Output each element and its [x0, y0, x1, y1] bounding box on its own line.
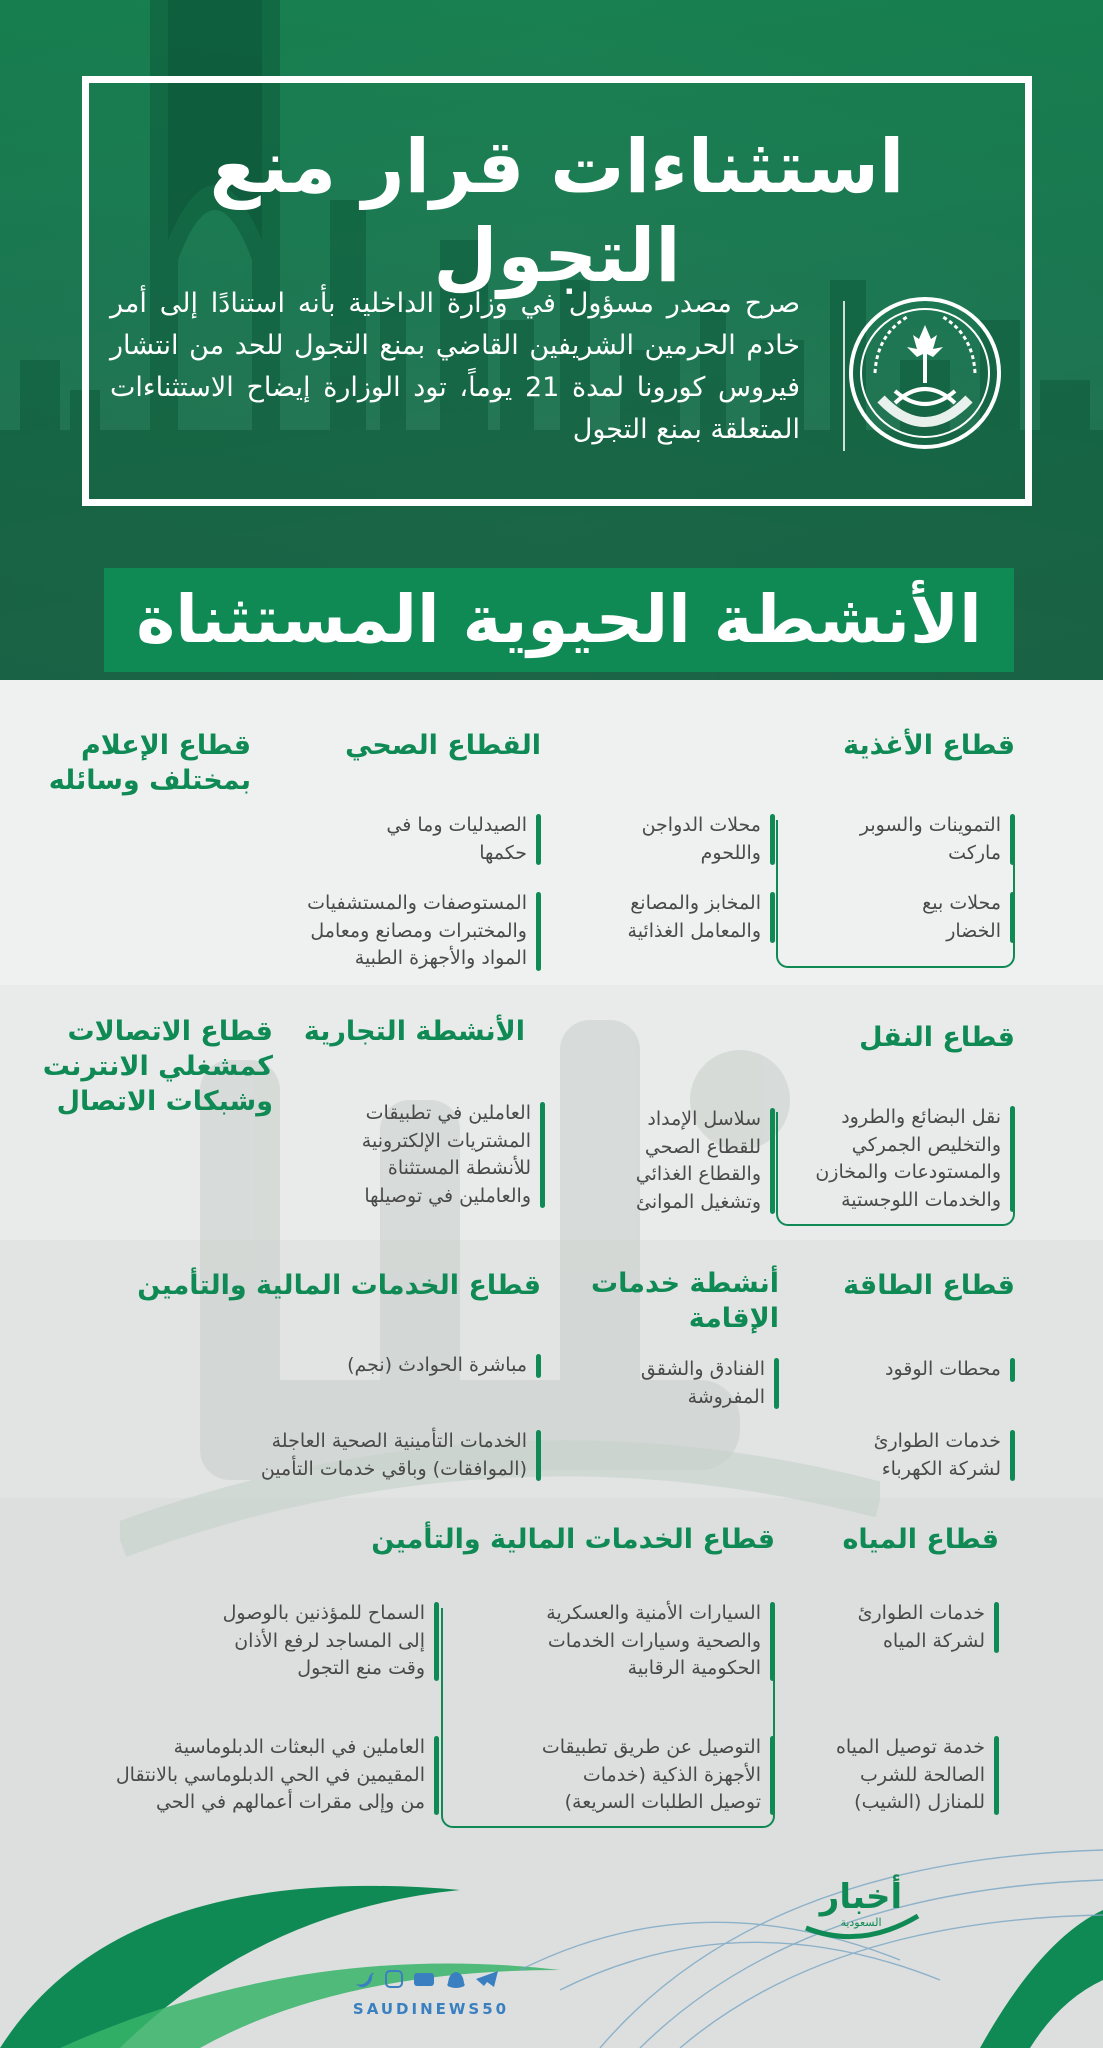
social-handle: SAUDINEWS50: [352, 2000, 510, 2018]
svg-text:أخبار: أخبار: [819, 1877, 903, 1917]
item-diplomatic-missions: العاملين في البعثات الدبلوماسية المقيمين في الحي الدبلوماسي بالانتقال من وإلى مقرات أعمالهم في الحي: [116, 1734, 439, 1817]
finance-group-bracket: [441, 1608, 775, 1828]
telegram-icon: [476, 1971, 498, 1987]
svg-text:السعودية: السعودية: [840, 1916, 882, 1929]
item-supply-chains: سلاسل الإمداد للقطاع الصحي والقطاع الغذائي وتشغيل الموانئ: [636, 1106, 775, 1216]
intro-paragraph: صرح مصدر مسؤول في وزارة الداخلية بأنه استنادًا إلى أمر خادم الحرمين الشريفين القاضي بمنع التجول للحد من انتشار فيروس كورونا لمدة 21 يوماً، تود الوزارة إيضاح الاستثناءات المتعلقة بمنع التجول: [110, 288, 800, 445]
akhbar-logo: [796, 1866, 926, 1946]
decorative-waves: [0, 1820, 1103, 2048]
item-electricity-emergency: خدمات الطوارئ لشركة الكهرباء: [874, 1428, 1015, 1483]
item-pharmacies: الصيدليات وما في حكمها: [386, 812, 541, 867]
instagram-icon: [386, 1971, 402, 1987]
heading-water-sector: قطاع المياه: [842, 1524, 999, 1555]
item-water-emergency: خدمات الطوارئ لشركة المياه: [858, 1600, 999, 1655]
heading-energy-sector: قطاع الطاقة: [843, 1270, 1015, 1301]
ministry-emblem-icon: [847, 295, 1003, 451]
item-bakeries: المخابز والمصانع والمعامل الغذائية: [628, 890, 775, 945]
divider: [843, 301, 845, 451]
item-health-insurance: الخدمات التأمينية الصحية العاجلة (الموافقات) وباقي خدمات التأمين: [261, 1428, 541, 1483]
page-title: استثناءات قرار منع التجول: [209, 124, 905, 299]
social-icons: [354, 1968, 504, 1990]
heading-commercial-activities: الأنشطة التجارية: [303, 1016, 525, 1047]
heading-food-sector: قطاع الأغذية: [843, 730, 1015, 761]
title-frame: [82, 76, 1032, 506]
twitter-icon: [356, 1973, 374, 1987]
item-groceries: التموينات والسوبر ماركت: [860, 812, 1015, 867]
heading-finance-insurance-2: قطاع الخدمات المالية والتأمين: [371, 1524, 775, 1555]
item-vegetable-shops: محلات بيع الخضار: [922, 890, 1015, 945]
header: [0, 0, 1103, 680]
item-hotels: الفنادق والشقق المفروشة: [641, 1356, 779, 1411]
item-goods-transport: نقل البضائع والطرود والتخليص الجمركي والمستودعات والمخازن والخدمات اللوجستية: [815, 1104, 1015, 1214]
item-muezzins: السماح للمؤذنين بالوصول إلى المساجد لرفع الأذان وقت منع التجول: [223, 1600, 439, 1683]
item-fuel-stations: محطات الوقود: [885, 1356, 1015, 1384]
food-group-bracket: [776, 820, 1015, 968]
item-security-vehicles: السيارات الأمنية والعسكرية والصحية وسيارات الخدمات الحكومية الرقابية: [546, 1600, 775, 1683]
heading-finance-insurance: قطاع الخدمات المالية والتأمين: [137, 1270, 541, 1301]
heading-accommodation-services: أنشطة خدمات الإقامة: [591, 1268, 779, 1335]
youtube-icon: [414, 1973, 434, 1986]
snapchat-icon: [447, 1972, 464, 1988]
heading-health-sector: القطاع الصحي: [345, 730, 541, 761]
section-banner: الأنشطة الحيوية المستثناة: [104, 568, 1014, 672]
heading-telecom-sector: قطاع الاتصالات كمشغلي الانترنت وشبكات الاتصال: [42, 1016, 273, 1118]
item-accidents-najm: مباشرة الحوادث (نجم): [347, 1352, 541, 1380]
item-app-delivery: التوصيل عن طريق تطبيقات الأجهزة الذكية (خدمات توصيل الطلبات السريعة): [542, 1734, 775, 1817]
item-water-delivery: خدمة توصيل المياه الصالحة للشرب للمنازل (الشيب): [836, 1734, 999, 1817]
item-poultry-meat: محلات الدواجن واللحوم: [642, 812, 775, 867]
heading-media-sector: قطاع الإعلام بمختلف وسائله: [48, 730, 251, 797]
heading-transport-sector: قطاع النقل: [859, 1022, 1015, 1053]
transport-group-bracket: [776, 1112, 1015, 1226]
item-ecommerce-workers: العاملين في تطبيقات المشتريات الإلكترونية للأنشطة المستثناة والعاملين في توصيلها: [362, 1100, 545, 1210]
item-hospitals-labs: المستوصفات والمستشفيات والمختبرات ومصانع ومعامل المواد والأجهزة الطبية: [307, 890, 541, 973]
